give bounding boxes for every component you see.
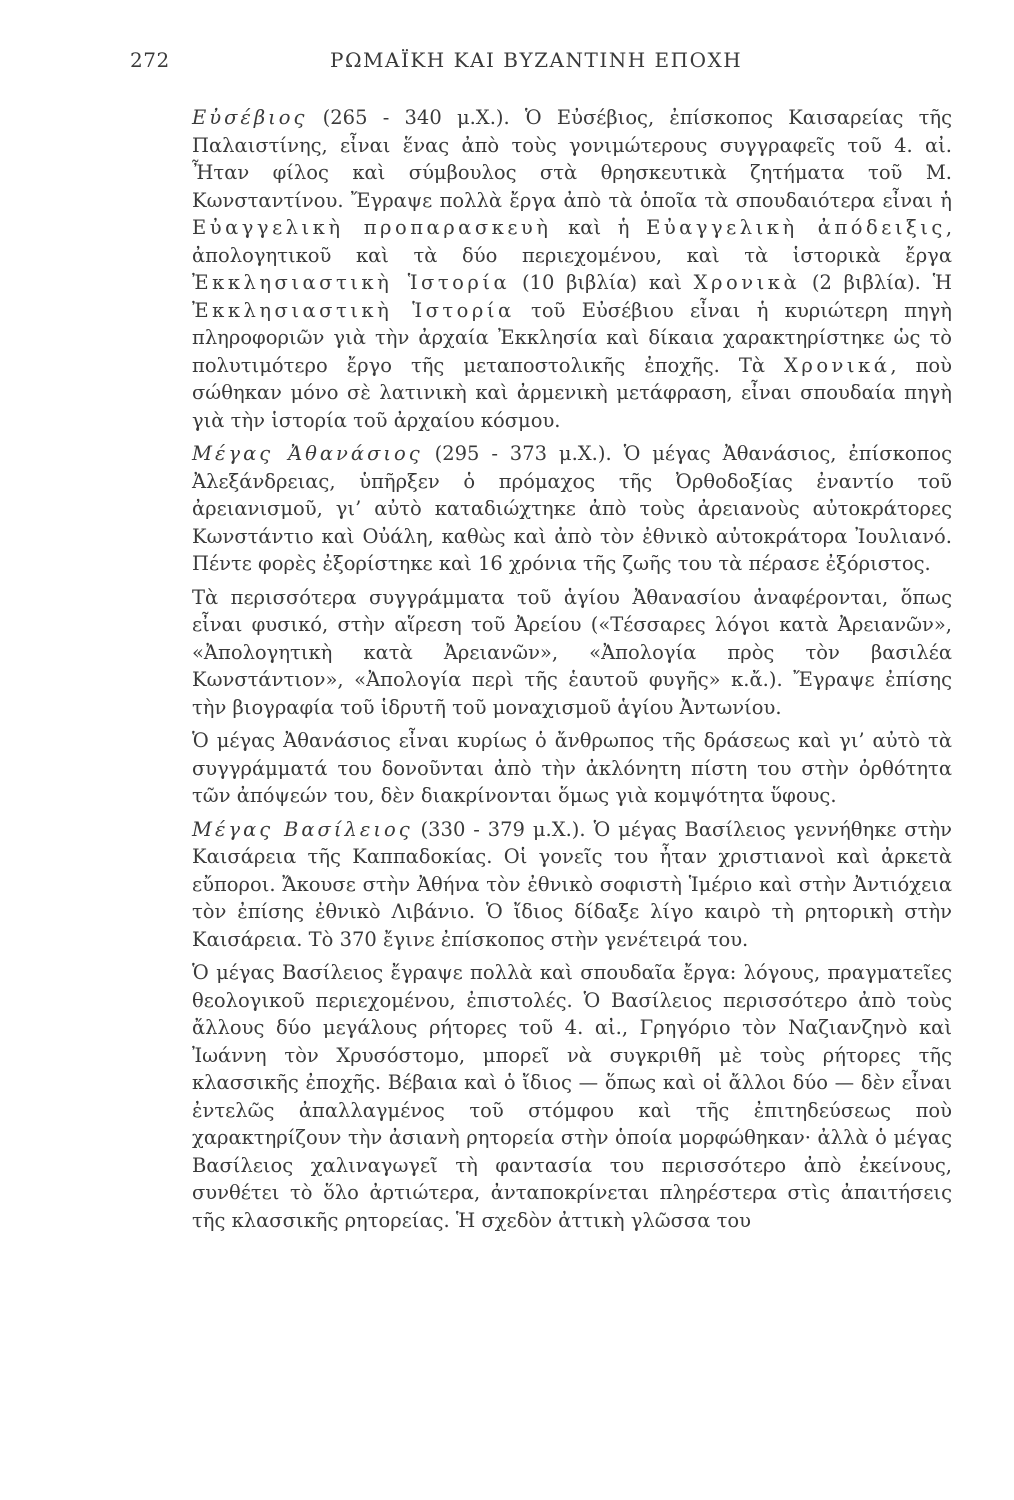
paragraph-basil bbox=[192, 816, 952, 954]
spaced-title: Χρονικὰ bbox=[693, 271, 801, 294]
spaced-title: Ἐκκλησιαστικὴ Ἱστορία bbox=[192, 271, 511, 294]
running-title: ΡΩΜΑΪΚΗ ΚΑΙ ΒΥΖΑΝΤΙΝΗ ΕΠΟΧΗ bbox=[330, 48, 743, 72]
text-run: Ὁ Εὐσέβιος, ἐπίσκοπος Καισαρείας τῆς Παλαιστίνης, εἶναι ἕνας ἀπὸ τοὺς γονιμώτερους συγγραφεῖς τοῦ 4. αἰ. Ἦταν φίλος καὶ σύμβουλος στὰ θρησκευτικὰ ζητήματα τοῦ Μ. Κωνσταντίνου. Ἔγραψε πολλὰ ἔργα ἀπὸ τὰ ὁποῖα τὰ σπουδαιότερα εἶναι ἡ bbox=[192, 106, 953, 212]
entry-name: Μέγας Βασίλειος bbox=[192, 817, 413, 841]
text-run: , ποὺ σώθηκαν μόνο σὲ λατινικὴ καὶ ἀρμενικὴ μετάφραση, εἶναι σπουδαία πηγὴ γιὰ τὴν ἱστορία τοῦ ἀρχαίου κόσμου. bbox=[192, 353, 952, 432]
page-number: 272 bbox=[130, 48, 170, 72]
paragraph-athanasius bbox=[192, 440, 952, 578]
spaced-title: Εὐαγγελικὴ προπαρασκευὴ bbox=[192, 216, 552, 239]
spaced-title: Χρονικά bbox=[783, 353, 891, 377]
text-run: (2 βιβλία). Ἡ bbox=[800, 271, 952, 294]
entry-dates: (295 - 373 μ.Χ.). bbox=[422, 442, 624, 465]
text-run: Ὁ μέγας Ἀθανάσιος, ἐπίσκοπος Ἀλεξάνδρειας, ὑπῆρξεν ὁ πρόμαχος τῆς Ὀρθοδοξίας ἐναντίο τοῦ ἀρειανισμοῦ, γι’ αὐτὸ καταδιώχτηκε ἀπὸ τοὺς ἀρειανοὺς αὐτοκράτορες Κωνστάντιο καὶ Οὐάλη, καθὼς καὶ ἀπὸ τὸν ἐθνικὸ αὐτοκράτορα Ἰουλιανό. Πέντε φορὲς ἐξορίστηκε καὶ 16 χρόνια τῆς ζωῆς του τὰ πέρασε ἐξόριστος. bbox=[192, 442, 952, 575]
text-run: Ὁ μέγας Βασίλειος γεννήθηκε στὴν Καισάρεια τῆς Καππαδοκίας. Οἱ γονεῖς του ἦταν χριστιανοὶ καὶ ἀρκετὰ εὔποροι. Ἄκουσε στὴν Ἀθήνα τὸν ἐθνικὸ σοφιστὴ Ἱμέριο καὶ στὴν Ἀντιόχεια τὸν ἐπίσης ἐθνικὸ Λιβάνιο. Ὁ ἴδιος δίδαξε λίγο καιρὸ τὴ ρητορικὴ στὴν Καισάρεια. Τὸ 370 ἔγινε ἐπίσκοπος στὴν γενέτειρά του. bbox=[192, 817, 952, 951]
text-run: καὶ ἡ bbox=[551, 216, 647, 239]
paragraph-athanasius-works: Τὰ περισσότερα συγγράμματα τοῦ ἁγίου Ἀθανασίου ἀναφέρονται, ὅπως εἶναι φυσικό, στὴν αἵρεση τοῦ Ἀρείου («Τέσσαρες λόγοι κατὰ Ἀρειανῶν», «Ἀπολογητικὴ κατὰ Ἀρειανῶν», «Ἀπολογία πρὸς τὸν βασιλέα Κωνστάντιον», «Ἀπολογία περὶ τῆς ἑαυτοῦ φυγῆς» κ.ἄ.). Ἔγραψε ἐπίσης τὴν βιογραφία τοῦ ἱδρυτῆ τοῦ μοναχισμοῦ ἁγίου Ἀντωνίου. bbox=[192, 585, 952, 719]
entry-dates: (265 - 340 μ.Χ.). bbox=[307, 106, 525, 129]
entry-name: Μέγας Ἀθανάσιος bbox=[192, 442, 423, 465]
paragraph-athanasius-style: Ὁ μέγας Ἀθανάσιος εἶναι κυρίως ὁ ἄνθρωπος τῆς δράσεως καὶ γι’ αὐτὸ τὰ συγγράμματά του δονοῦνται ἀπὸ τὴν ἀκλόνητη πίστη του στὴν ὀρθότητα τῶν ἀπόψεών του, δὲν διακρίνονται ὅμως γιὰ κομψότητα ὕφους. bbox=[192, 729, 952, 807]
paragraph-eusebius bbox=[192, 104, 952, 434]
page-body bbox=[192, 104, 952, 1240]
spaced-title: Εὐαγγελικὴ ἀπόδειξις bbox=[646, 216, 946, 239]
text-run: , ἀπολογητικοῦ καὶ τὰ δύο περιεχομένου, καὶ τὰ ἱστορικὰ ἔργα bbox=[192, 216, 953, 267]
page-header bbox=[130, 48, 964, 78]
text-run: τοῦ Εὐσέβιου εἶναι ἡ κυριώτερη πηγὴ πληροφοριῶν γιὰ τὴν ἀρχαία Ἐκκλησία καὶ δίκαια χαρακτηρίστηκε ὡς τὸ πολυτιμότερο ἔργο τῆς μεταποστολικῆς ἐποχῆς. Τὰ bbox=[192, 298, 952, 377]
text-run: (10 βιβλία) καὶ bbox=[510, 271, 694, 294]
spaced-title: Ἐκκλησιαστικὴ Ἱστορία bbox=[192, 298, 515, 322]
entry-name: Εὐσέβιος bbox=[192, 106, 308, 129]
paragraph-basil-works: Ὁ μέγας Βασίλειος ἔγραψε πολλὰ καὶ σπουδαῖα ἔργα: λόγους, πραγματεῖες θεολογικοῦ περιεχομένου, ἐπιστολές. Ὁ Βασίλειος περισσότερο ἀπὸ τοὺς ἄλλους δύο μεγάλους ρήτορες τοῦ 4. αἰ., Γρηγόριο τὸν Ναζιανζηνὸ καὶ Ἰωάννη τὸν Χρυσόστομο, μπορεῖ νὰ συγκριθῆ μὲ τοὺς ρήτορες τῆς κλασσικῆς ἐποχῆς. Βέβαια καὶ ὁ ἴδιος — ὅπως καὶ οἱ ἄλλοι δύο — δὲν εἶναι ἐντελῶς ἀπαλλαγμένος τοῦ στόμφου καὶ τῆς ἐπιτηδεύσεως ποὺ χαρακτηρίζουν τὴν ἀσιανὴ ρητορεία στὴν ὁποία μορφώθηκαν· ἀλλὰ ὁ μέγας Βασίλειος χαλιναγωγεῖ τὴ φαντασία του περισσότερο ἀπὸ ἐκείνους, συνθέτει τὸ ὅλο ἀρτιώτερα, ἀνταποκρίνεται πληρέστερα στὶς ἀπαιτήσεις τῆς κλασσικῆς ρητορείας. Ἡ σχεδὸν ἀττικὴ γλῶσσα του bbox=[192, 961, 952, 1232]
entry-dates: (330 - 379 μ.Χ.). bbox=[412, 817, 594, 841]
